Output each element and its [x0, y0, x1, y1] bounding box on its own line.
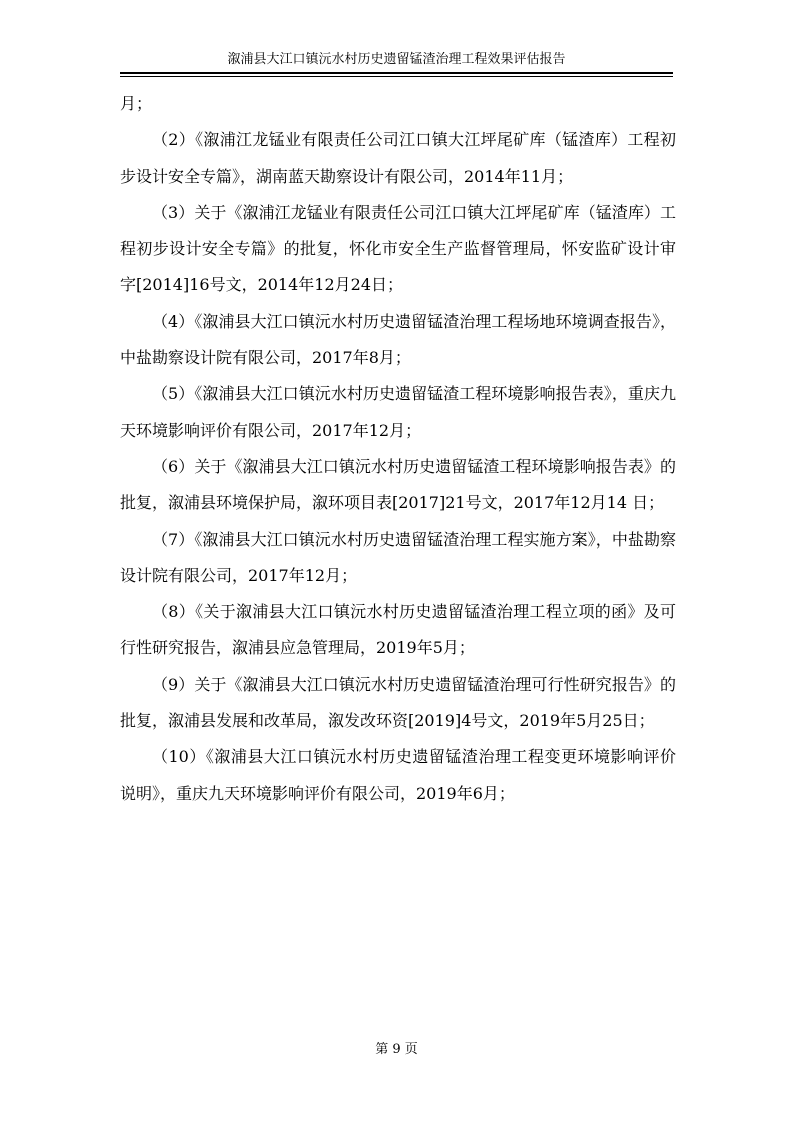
reference-item: （5）《溆浦县大江口镇沅水村历史遗留锰渣工程环境影响报告表》，重庆九天环境影响评价有限公司，2017年12月；: [120, 384, 676, 440]
reference-item: （9）关于《溆浦县大江口镇沅水村历史遗留锰渣治理可行性研究报告》的批复，溆浦县发展和改革局，溆发改环资[2019]4号文，2019年5月25日；: [120, 674, 676, 731]
reference-item: （8）《关于溆浦县大江口镇沅水村历史遗留锰渣治理工程立项的函》及可行性研究报告，溆浦县应急管理局，2019年5月；: [120, 602, 676, 658]
reference-item: （3）关于《溆浦江龙锰业有限责任公司江口镇大江坪尾矿库（锰渣库）工程初步设计安全专篇》的批复，怀化市安全生产监督管理局，怀安监矿设计审字[2014]16号文，2014年12月24日；: [120, 202, 676, 295]
page-header-title: 溆浦县大江口镇沅水村历史遗留锰渣治理工程效果评估报告: [227, 52, 566, 67]
reference-item: （2）《溆浦江龙锰业有限责任公司江口镇大江坪尾矿库（锰渣库）工程初步设计安全专篇》，湖南蓝天勘察设计有限公司，2014年11月；: [120, 130, 676, 186]
reference-item: （6）关于《溆浦县大江口镇沅水村历史遗留锰渣工程环境影响报告表》的批复，溆浦县环境保护局，溆环项目表[2017]21号文，2017年12月14 日；: [120, 456, 676, 513]
reference-item: （10）《溆浦县大江口镇沅水村历史遗留锰渣治理工程变更环境影响评价说明》，重庆九天环境影响评价有限公司，2019年6月；: [120, 747, 676, 803]
page-number: 第 9 页: [375, 1042, 418, 1057]
reference-item: （4）《溆浦县大江口镇沅水村历史遗留锰渣治理工程场地环境调查报告》，中盐勘察设计院有限公司，2017年8月；: [120, 311, 676, 368]
document-body: [120, 86, 676, 812]
header-rule-thin: [120, 76, 673, 77]
reference-item: （7）《溆浦县大江口镇沅水村历史遗留锰渣治理工程实施方案》，中盐勘察设计院有限公司，2017年12月；: [120, 529, 676, 585]
reference-item: 月；: [120, 94, 153, 113]
header-rule-thick: [120, 72, 673, 74]
